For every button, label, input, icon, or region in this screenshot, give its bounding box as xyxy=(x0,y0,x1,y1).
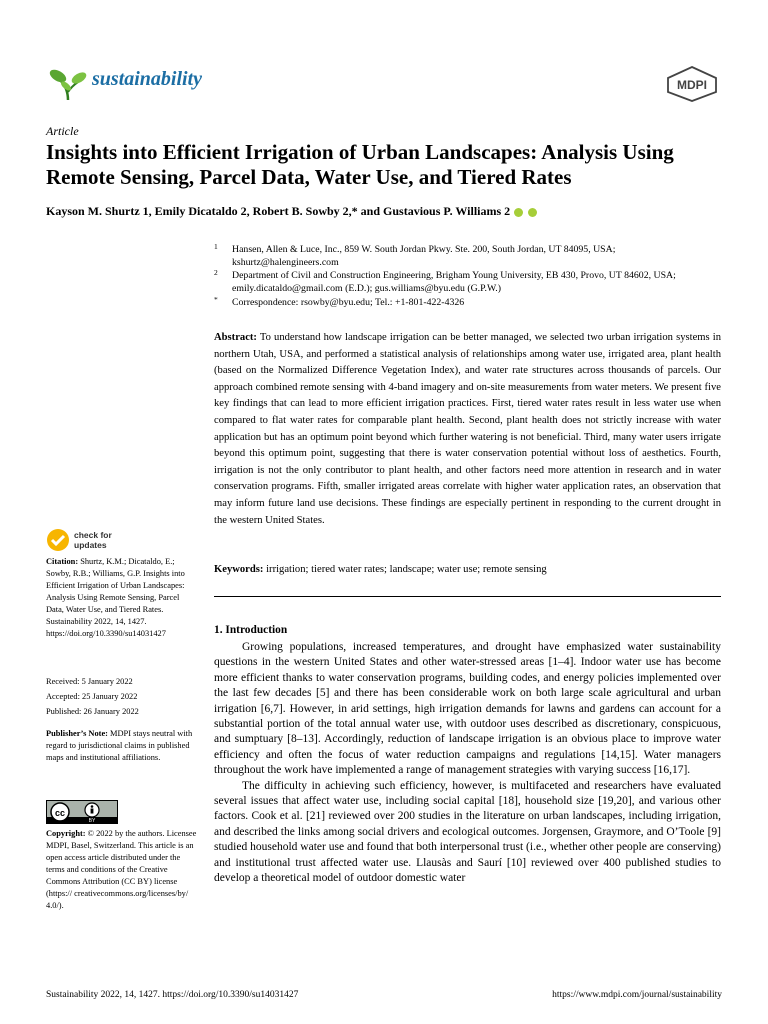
mdpi-logo-icon xyxy=(666,66,718,102)
keywords xyxy=(214,564,721,575)
copyright-text: © 2022 by the authors. Licensee MDPI, Basel, Switzerland. This article is an open access article distributed under the terms and conditions of the Creative Commons Attribution (CC BY) license (https:// creativecommons.org/licenses/by/ 4.0/). xyxy=(46,829,197,910)
copyright-label: Copyright: xyxy=(46,829,86,838)
published-date: Published: 26 January 2022 xyxy=(46,707,139,716)
footer-citation: Sustainability 2022, 14, 1427. https://doi.org/10.3390/su14031427 xyxy=(46,990,299,1000)
citation-text: Shurtz, K.M.; Dicataldo, E.; Sowby, R.B.; Williams, G.P. Insights into Efficient Irrigation of Urban Landscapes: Analysis Using Remote Sensing, Parcel Data, Water Use, and Tiered Rates. Sustainability 2022, 14, 1427. https://doi.org/10.3390/su14031427 xyxy=(46,557,185,638)
check-for-updates-button[interactable] xyxy=(46,528,166,552)
received-date: Received: 5 January 2022 xyxy=(46,677,133,686)
journal-logo-icon xyxy=(48,64,88,104)
cc-by-license-icon[interactable] xyxy=(46,800,118,824)
accepted-date: Accepted: 25 January 2022 xyxy=(46,692,138,701)
affiliation-1: 1 Hansen, Allen & Luce, Inc., 859 W. South Jordan Pkwy. Ste. 200, South Jordan, UT 84095, USA; kshurtz@halengineers.com xyxy=(214,242,616,268)
correspondence: * Correspondence: rsowby@byu.edu; Tel.: +1-801-422-4326 xyxy=(214,295,465,308)
intro-paragraph-2: The difficulty in achieving such efficiency, however, is multifaceted and researchers have evaluated several issues that affect water use, including social capital [18], household size [19,20], and various other factors. Cook et al. [21] reviewed over 200 studies in the literature on urban landscapes, including irrigation, and described the links among social drivers and ecological outcomes. Jorgensen, Graymore, and O’Toole [9] studied household water use and found that both interpersonal trust (i.e., whether other people are conserving) and institutional trust affected water use. Llausàs and Saurí [10] reviewed over 400 published studies to develop a theoretical model of outdoor domestic water xyxy=(214,779,721,885)
divider xyxy=(214,596,721,597)
publisher-note-label: Publisher’s Note: xyxy=(46,729,108,738)
orcid-icon[interactable] xyxy=(528,208,537,217)
publisher-note xyxy=(46,728,198,764)
article-type: Article xyxy=(46,124,79,138)
citation xyxy=(46,556,198,640)
check-updates-icon xyxy=(46,528,70,552)
article-title: Insights into Efficient Irrigation of Urban Landscapes: Analysis Using Remote Sensing, Parcel Data, Water Use, and Tiered Rates xyxy=(46,140,674,189)
intro-paragraph-1: Growing populations, increased temperatures, and drought have emphasized water sustainability questions in the western United States and other water-stressed areas [1–4]. Indoor water use has become more efficient thanks to water conservation programs, building codes, and energy policies implemented over the last few decades [5] and there has been considerable work on both large scale agricultural and urban irrigation [6,7]. However, in arid settings, high irrigation demands for lawns and gardens can account for a substantial portion of the total annual water use, with outdoor uses described as discretionary, conspicuous, and sumptuary [8–13]. Accordingly, reduction of landscape irrigation is an obvious place to improve water efficiency and often the focus of water reduction campaigns and regulations [14,15]. Water managers throughout the work have implemented a range of management strategies with varying success [16,17]. xyxy=(214,641,721,777)
author-list xyxy=(46,204,538,219)
svg-text:BY: BY xyxy=(88,818,96,824)
keywords-label: Keywords: xyxy=(214,564,264,575)
abstract-label: Abstract: xyxy=(214,332,257,343)
copyright xyxy=(46,828,198,912)
introduction-body xyxy=(214,640,721,887)
check-updates-label: check for updates xyxy=(74,530,112,550)
abstract-text: To understand how landscape irrigation can be better managed, we selected two urban irrigation systems in northern Utah, USA, and performed a statistical analysis of relationships among water use, irrigated area, plant health (based on the Normalized Difference Vegetation Index), and water rate structures across thousands of parcels. Our approach combined remote sensing with 4-band imagery and on-site measurements from water meters. We present five key findings that can lead to more efficient irrigation practices. First, tiered water rates result in less water use when compared to flat water rates for comparable plant health. Second, plant health does not strictly increase with water application but has an optimum point beyond which further watering is not beneficial. Third, many water users irrigate beyond this optimum point, suggesting that there is water conservation potential without loss of aesthetics. Fourth, irrigation is not the only contributor to plant health, and other factors need more attention in research and in water conservation programs. Fifth, smaller irrigated areas correlate with higher water application rates, an observation that may inform future land use decisions. These findings are especially pertinent in responding to the current drought in the western United States. xyxy=(214,332,721,526)
abstract xyxy=(214,330,721,529)
section-heading: 1. Introduction xyxy=(214,624,288,636)
svg-text:cc: cc xyxy=(54,808,66,818)
affiliation-2: 2 Department of Civil and Construction Engineering, Brigham Young University, EB 430, Provo, UT 84602, USA; emily.dicataldo@gmail.com (E.D.); gus.williams@byu.edu (G.P.W.) xyxy=(214,268,676,294)
footer-journal-url[interactable]: https://www.mdpi.com/journal/sustainability xyxy=(552,990,722,1000)
citation-label: Citation: xyxy=(46,557,79,566)
journal-name: sustainability xyxy=(92,68,203,90)
mdpi-logo-text: MDPI xyxy=(677,78,707,92)
authors-text: Kayson M. Shurtz 1, Emily Dicataldo 2, Robert B. Sowby 2,* and Gustavious P. Williams 2 xyxy=(46,204,511,218)
keywords-text: irrigation; tiered water rates; landscape; water use; remote sensing xyxy=(266,564,547,575)
publisher-note-text: MDPI stays neutral with regard to jurisdictional claims in published maps and institutional affiliations. xyxy=(46,729,193,762)
orcid-icon[interactable] xyxy=(514,208,523,217)
